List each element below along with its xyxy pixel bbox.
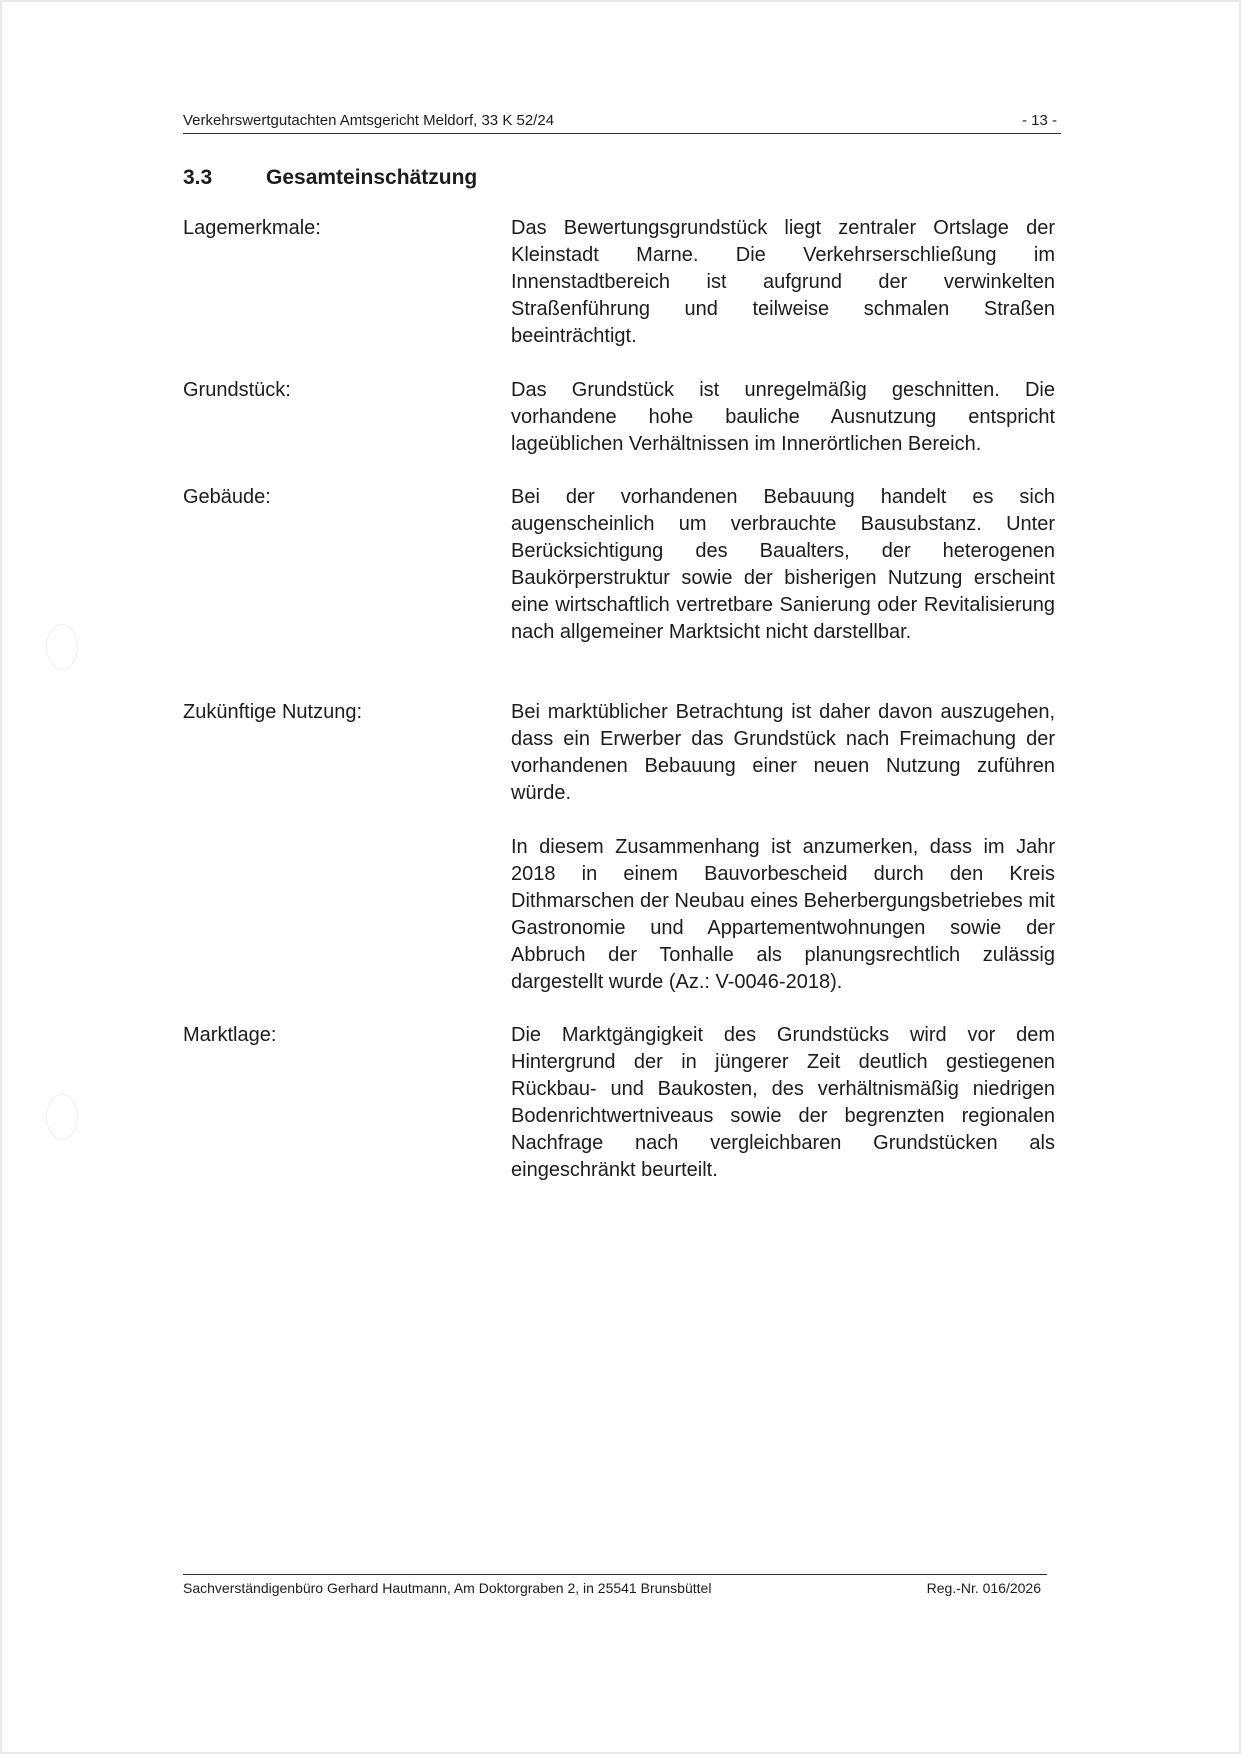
section-number: 3.3	[183, 166, 213, 189]
header-title: Verkehrswertgutachten Amtsgericht Meldorf, 33 K 52/24	[183, 112, 555, 129]
entry-label: Marktlage:	[183, 1024, 277, 1046]
punch-hole-mark	[46, 624, 78, 670]
entry-label: Gebäude:	[183, 486, 271, 508]
footer-rule	[183, 1574, 1047, 1575]
footer-office: Sachverständigenbüro Gerhard Hautmann, Am Doktorgraben 2, in 25541 Brunsbüttel	[183, 1580, 712, 1596]
entry-label: Grundstück:	[183, 379, 291, 401]
entry-text: Das Grundstück ist unregelmäßig geschnitten. Die vorhandene hohe bauliche Ausnutzung entspricht lageüblichen Verhältnissen im Innerörtlichen Bereich.	[511, 379, 1055, 455]
entry-text: Bei der vorhandenen Bebauung handelt es sich augenscheinlich um verbrauchte Bausubstanz. Unter Berücksichtigung des Baualters, der heterogenen Baukörperstruktur sowie der bisherigen Nutzung erscheint eine wirtschaftlich vertretbare Sanierung oder Revitalisierung nach allgemeiner Marktsicht nicht darstellbar.	[511, 486, 1055, 643]
section-heading	[183, 166, 477, 190]
punch-hole-mark	[46, 1094, 78, 1140]
entry-text-continued: In diesem Zusammenhang ist anzumerken, dass im Jahr 2018 in einem Bauvorbescheid durch den Kreis Dithmarschen der Neubau eines Beherbergungsbetriebes mit Gastronomie und Appartementwohnungen sowie der Abbruch der Tonhalle als planungsrechtlich zulässig dargestellt wurde (Az.: V-0046-2018).	[511, 836, 1055, 993]
section-title: Gesamteinschätzung	[266, 166, 478, 189]
entry-text: Bei marktüblicher Betrachtung ist daher davon auszugehen, dass ein Erwerber das Grundstück nach Freimachung der vorhandenen Bebauung einer neuen Nutzung zuführen würde.	[511, 701, 1055, 804]
entry-text: Das Bewertungsgrundstück liegt zentraler Ortslage der Kleinstadt Marne. Die Verkehrserschließung im Innenstadtbereich ist aufgrund der verwinkelten Straßenführung und teilweise schmalen Straßen beeinträchtigt.	[511, 217, 1055, 347]
entry-text: Die Marktgängigkeit des Grundstücks wird vor dem Hintergrund der in jüngerer Zeit deutlich gestiegenen Rückbau- und Baukosten, des verhältnismäßig niedrigen Bodenrichtwertniveaus sowie der begrenzten regionalen Nachfrage nach vergleichbaren Grundstücken als eingeschränkt beurteilt.	[511, 1024, 1055, 1181]
page-number: - 13 -	[1021, 112, 1057, 129]
entry-label: Zukünftige Nutzung:	[183, 701, 362, 723]
footer-reg-number: Reg.-Nr. 016/2026	[926, 1580, 1041, 1596]
page-header	[183, 108, 1061, 134]
entry-label: Lagemerkmale:	[183, 217, 321, 239]
document-page	[2, 2, 1239, 1752]
